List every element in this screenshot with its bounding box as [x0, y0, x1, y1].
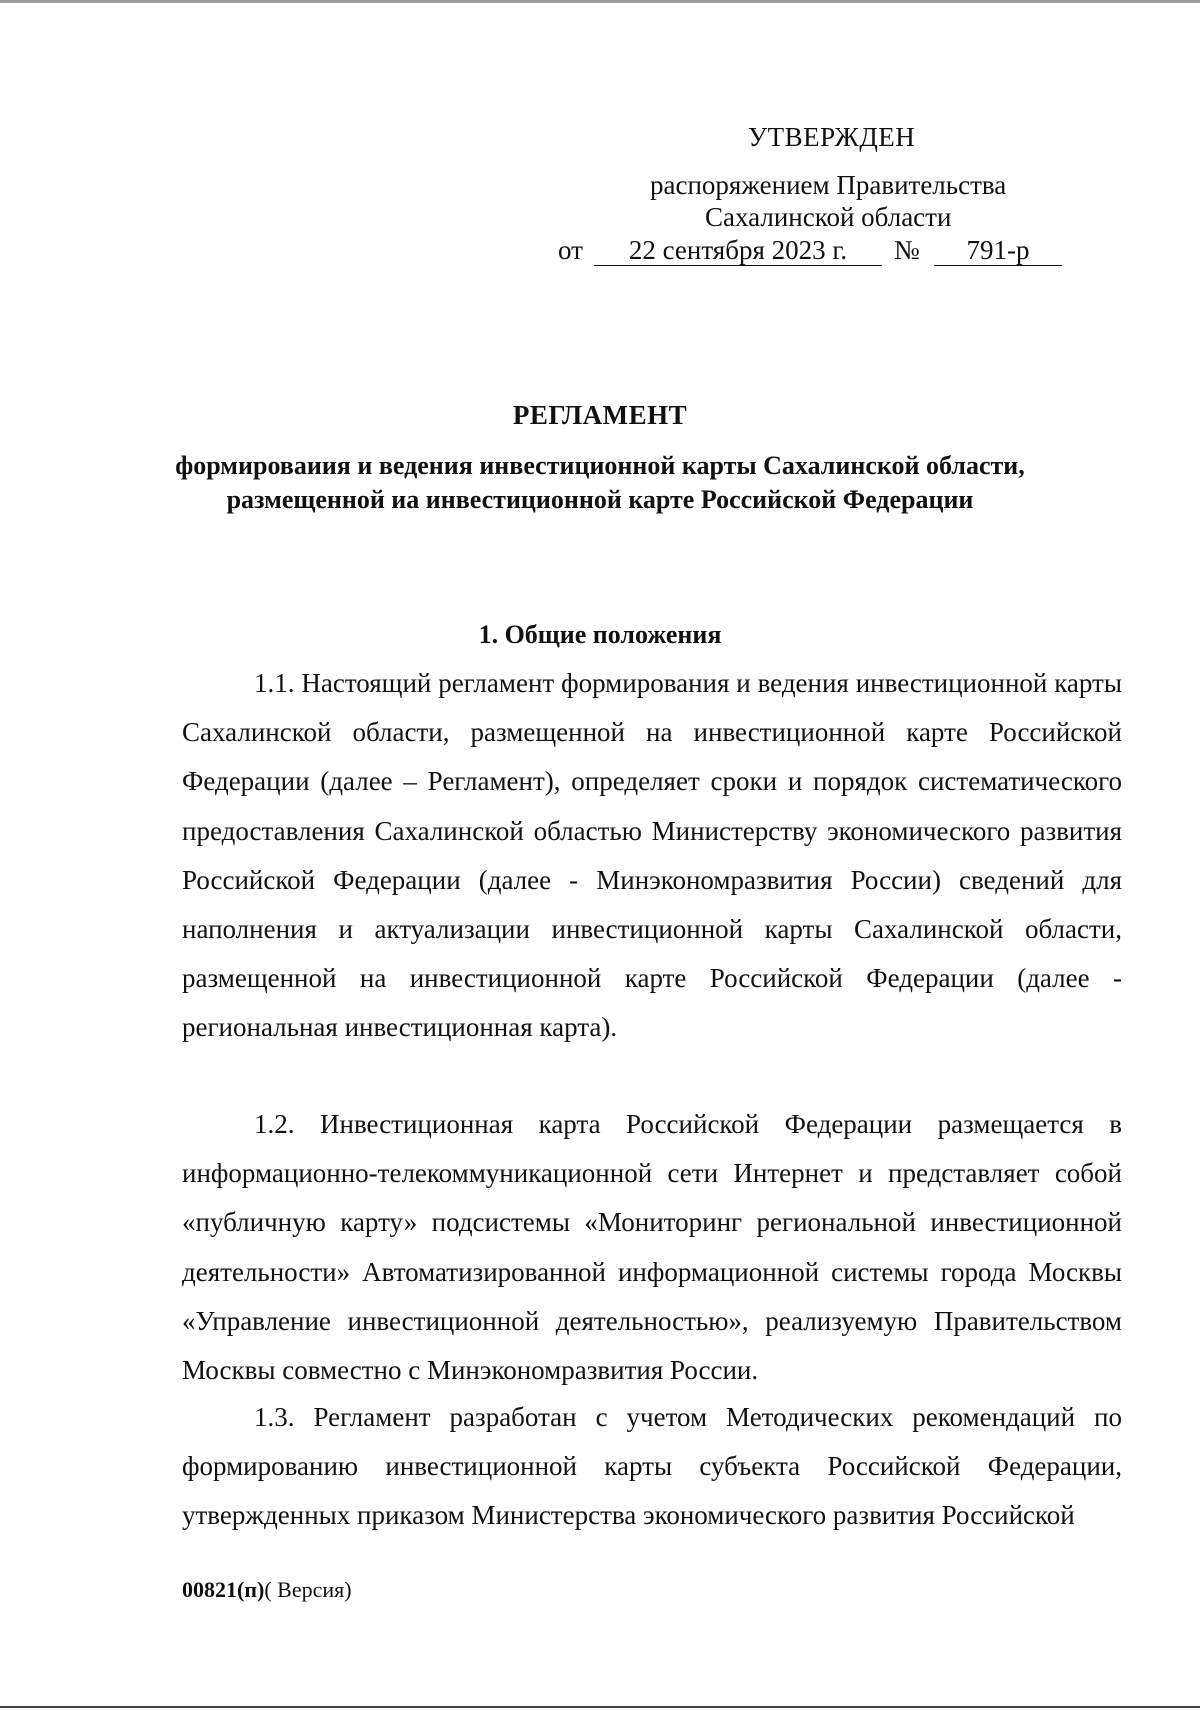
approval-date: 22 сентября 2023 г. — [594, 235, 882, 266]
paragraph-text: 1.1. Настоящий регламент формирования и ведения инвестиционной карты Сахалинской области, размещенной на инвестиционной карте Российской Федерации (далее – Регламент), определяет сроки и порядок систематического предоставления Сахалинской областью Министерству экономического развития Российской Федерации (далее - Минэкономразвития России) сведений для наполнения и актуализации инвестиционной карты Сахалинской области, размещенной на инвестиционной карте Российской Федерации (далее - региональная инвестиционная карта). — [182, 668, 1122, 1043]
footer-code: 00821(п) — [182, 1577, 265, 1602]
paragraph-text: 1.3. Регламент разработан с учетом Методических рекомендаций по формированию инвестиционной карты субъекта Российской Федерации, утвержденных приказом Министерства экономического развития Российской — [182, 1402, 1122, 1531]
document-title: РЕГЛАМЕНТ — [512, 400, 688, 430]
section-heading: 1. Общие положения — [478, 620, 722, 649]
footer-document-code — [182, 1577, 352, 1603]
number-sign: № — [894, 235, 920, 265]
paragraph-1-1 — [182, 659, 1122, 1053]
page-bottom-edge — [0, 1706, 1200, 1708]
approval-authority-line2: Сахалинской области — [705, 202, 952, 232]
document-subtitle-line2: размещенной иа инвестиционной карте Российской Федерации — [226, 485, 974, 514]
footer-version: ( Версия) — [264, 1577, 352, 1602]
page-top-edge — [0, 0, 1200, 3]
approval-number: 791-р — [934, 235, 1062, 266]
approval-date-row — [558, 235, 1078, 269]
date-prefix: от — [558, 235, 583, 265]
approved-title: УТВЕРЖДЕН — [748, 122, 916, 152]
paragraph-1-2 — [182, 1100, 1122, 1395]
approval-authority-line1: распоряжением Правительства — [650, 170, 1007, 200]
paragraph-text: 1.2. Инвестиционная карта Российской Федерации размещается в информационно-телекоммуникационной сети Интернет и представляет собой «публичную карту» подсистемы «Мониторинг региональной инвестиционной деятельности» Автоматизированной информационной системы города Москвы «Управление инвестиционной деятельностью», реализуемую Правительством Москвы совместно с Минэкономразвития России. — [182, 1109, 1122, 1386]
paragraph-1-3 — [182, 1393, 1122, 1541]
document-subtitle-line1: формироваиия и ведения инвестиционной карты Сахалинской области, — [175, 451, 1025, 480]
